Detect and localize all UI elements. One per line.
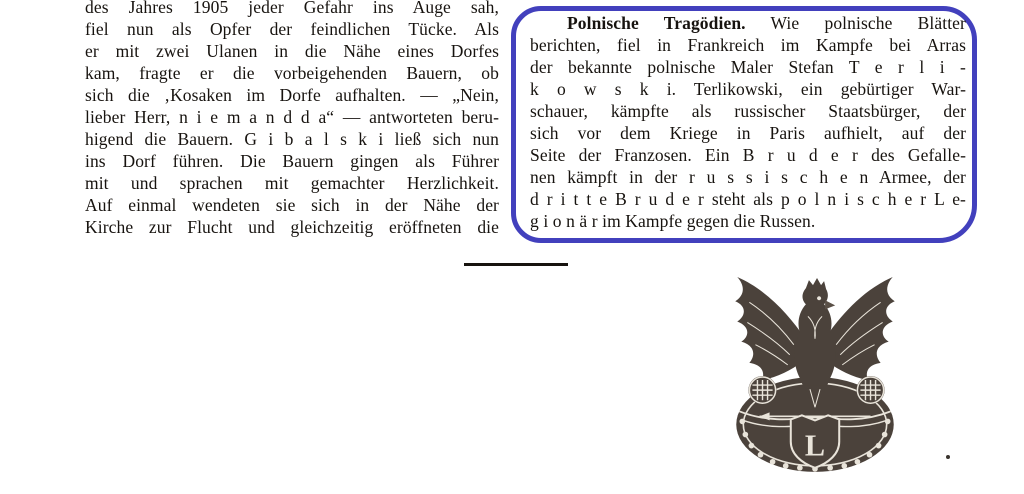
emblem-letter: L xyxy=(804,428,826,463)
eagle-right-wing xyxy=(826,277,895,380)
text-line: der bekannte polnische Maler Stefan T e r l i - xyxy=(530,57,966,77)
text-line: sich die ‚Kosaken im Dorfe aufhalten. — „Nein, xyxy=(85,85,499,105)
text-line: g i o n ä r im Kampfe gegen die Russen. xyxy=(530,211,816,231)
text-line: berichten, fiel in Frankreich im Kampfe bei Arras xyxy=(530,35,966,55)
section-divider xyxy=(464,263,568,266)
text-line xyxy=(530,12,966,34)
text-line: schauer, kämpfte als russischer Staatsbürger, der xyxy=(530,101,966,121)
text-line: Seite der Franzosen. Ein B r u d e r des Gefalle- xyxy=(530,145,966,165)
text-line: lieber Herr, n i e m a n d d a“ — antworteten beru- xyxy=(85,107,499,127)
text-line-rest: Wie polnische Blätter xyxy=(770,13,966,33)
text-line: er mit zwei Ulanen in die Nähe eines Dorfes xyxy=(85,41,499,61)
text-line: nen kämpft in der r u s s i s c h e n Armee, der xyxy=(530,167,966,187)
right-text-column xyxy=(530,12,966,232)
text-line: Kirche zur Flucht und gleichzeitig eröffneten die xyxy=(85,217,499,237)
text-line: higend die Bauern. G i b a l s k i ließ sich nun xyxy=(85,129,499,149)
ink-speck xyxy=(946,455,950,459)
text-line: des Jahres 1905 jeder Gefahr ins Auge sah, xyxy=(85,0,499,17)
eagle-beak xyxy=(825,300,835,309)
text-line: d r i t t e B r u d e r steht als p o l n i s c h e r L e- xyxy=(530,189,966,209)
text-line: k o w s k i. Terlikowski, ein gebürtiger War- xyxy=(530,79,966,99)
text-line: Auf einmal wendeten sie sich in der Nähe der xyxy=(85,195,499,215)
eagle-left-wing xyxy=(735,277,804,380)
text-line: mit und sprachen mit gemachter Herzlichkeit. xyxy=(85,173,499,193)
text-line: fiel nun als Opfer der feindlichen Tücke. Als xyxy=(85,19,499,39)
left-text-column xyxy=(85,0,499,238)
text-line: sich vor dem Kriege in Paris aufhielt, auf der xyxy=(530,123,966,143)
text-line: kam, fragte er die vorbeigehenden Bauern, ob xyxy=(85,63,499,83)
article-title: Polnische Tragödien. xyxy=(567,13,746,33)
eagle-eye xyxy=(817,296,821,300)
text-line: ins Dorf führen. Die Bauern gingen als Führer xyxy=(85,151,499,171)
polish-eagle-emblem-icon xyxy=(728,272,902,484)
